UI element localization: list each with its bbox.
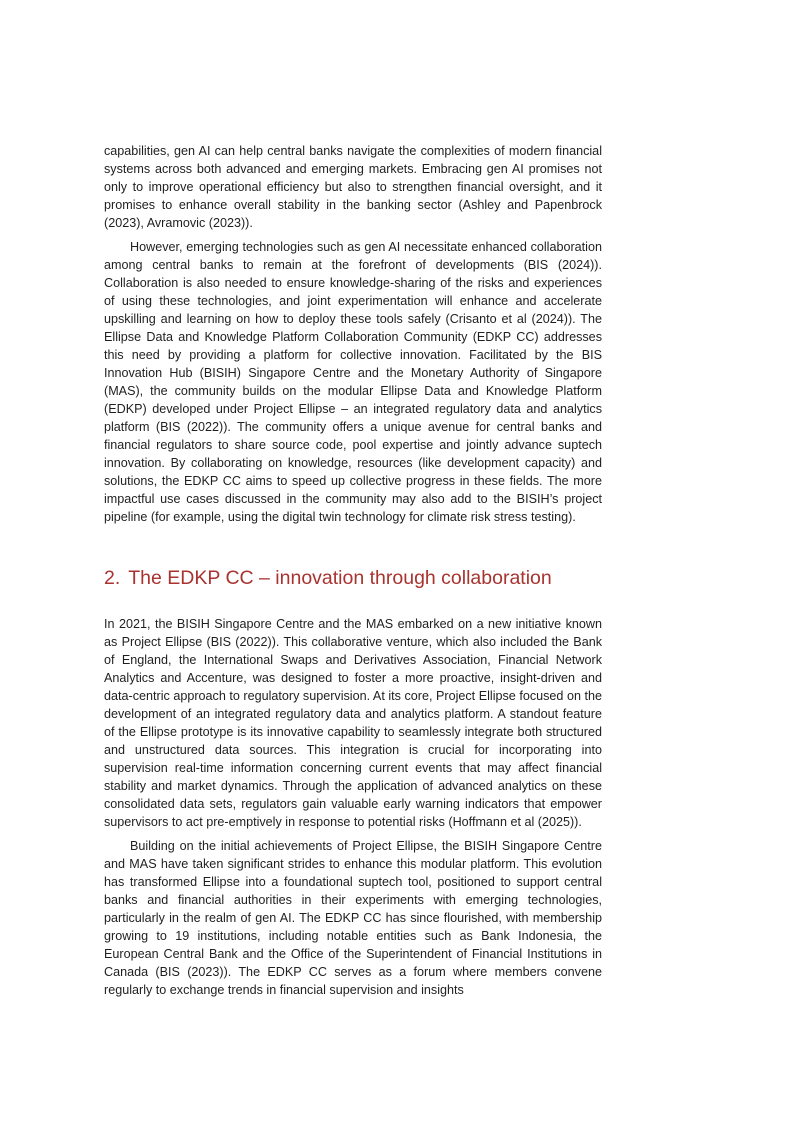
section-number: 2. [104,567,121,589]
document-page [104,142,602,1005]
section-title: The EDKP CC – innovation through collaboration [128,567,552,589]
body-paragraph-3: In 2021, the BISIH Singapore Centre and the MAS embarked on a new initiative known as Project Ellipse (BIS (2022)). This collaborative venture, which also included the Bank of England, the International Swaps and Derivatives Association, Financial Network Analytics and Accenture, was designed to foster a more proactive, insight-driven and data-centric approach to regulatory supervision. At its core, Project Ellipse focused on the development of an integrated regulatory data and analytics platform. A standout feature of the Ellipse prototype is its innovative capability to seamlessly integrate both structured and unstructured data sources. This integration is crucial for incorporating into supervision real-time information concerning current events that may affect financial stability and market dynamics. Through the application of advanced analytics on these consolidated data sets, regulators gain valuable early warning indicators that empower supervisors to act pre-emptively in response to potential risks (Hoffmann et al (2025)). [104,617,602,829]
body-paragraph-1: capabilities, gen AI can help central banks navigate the complexities of modern financial systems across both advanced and emerging markets. Embracing gen AI promises not only to improve operational efficiency but also to strengthen financial oversight, and it promises to enhance overall stability in the banking sector (Ashley and Papenbrock (2023), Avramovic (2023)). [104,144,602,230]
body-paragraph-2: However, emerging technologies such as gen AI necessitate enhanced collaboration among central banks to remain at the forefront of developments (BIS (2024)). Collaboration is also needed to ensure knowledge-sharing of the risks and experiences of using these technologies, and joint experimentation will enhance and accelerate upskilling and learning on how to deploy these tools safely (Crisanto et al (2024)). The Ellipse Data and Knowledge Platform Collaboration Community (EDKP CC) addresses this need by providing a platform for collective innovation. Facilitated by the BIS Innovation Hub (BISIH) Singapore Centre and the Monetary Authority of Singapore (MAS), the community builds on the modular Ellipse Data and Knowledge Platform (EDKP) developed under Project Ellipse – an integrated regulatory data and analytics platform (BIS (2022)). The community offers a unique avenue for central banks and financial regulators to share source code, pool expertise and jointly advance suptech innovation. By collaborating on knowledge, resources (like development capacity) and solutions, the EDKP CC aims to speed up collective progress in these fields. The more impactful use cases discussed in the community may also add to the BISIH’s project pipeline (for example, using the digital twin technology for climate risk stress testing). [104,240,602,524]
body-paragraph-4: Building on the initial achievements of Project Ellipse, the BISIH Singapore Centre and MAS have taken significant strides to enhance this modular platform. This evolution has transformed Ellipse into a foundational suptech tool, positioned to support central banks and financial authorities in their experiments with emerging technologies, particularly in the realm of gen AI. The EDKP CC has since flourished, with membership growing to 19 institutions, including notable entities such as Bank Indonesia, the European Central Bank and the Office of the Superintendent of Financial Institutions in Canada (BIS (2023)). The EDKP CC serves as a forum where members convene regularly to exchange trends in financial supervision and insights [104,839,602,997]
section-heading [104,566,602,590]
